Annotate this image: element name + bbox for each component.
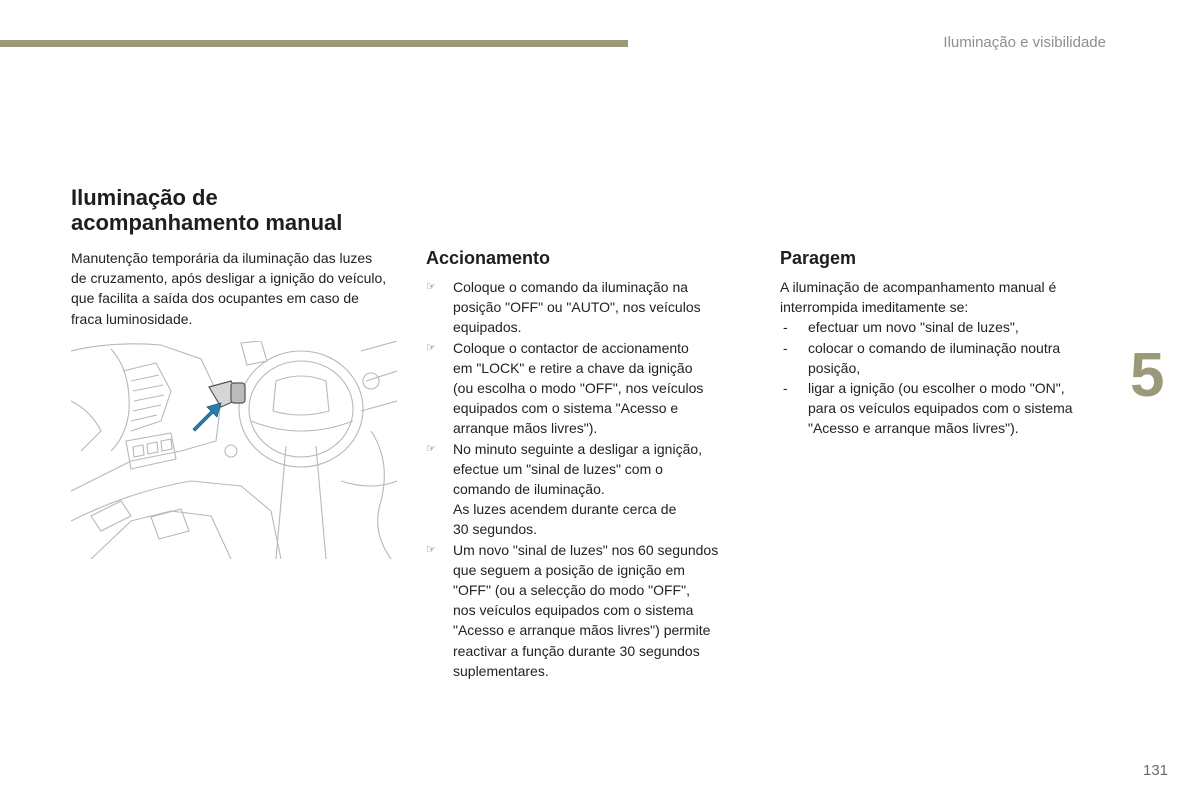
pointing-hand-icon: ☞ xyxy=(426,341,436,354)
stop-section xyxy=(780,277,1120,439)
page-title-line2: acompanhamento manual xyxy=(71,210,343,235)
section-title: Iluminação e visibilidade xyxy=(943,34,1106,51)
stop-item: - efectuar um novo "sinal de luzes", xyxy=(783,319,1019,336)
activation-item: ☞ No minuto seguinte a desligar a ignição, efectue um "sinal de luzes" com o comando de iluminação. As luzes acendem durante cerca de 30 segundos. xyxy=(426,440,703,538)
stop-item: - ligar a ignição (ou escolher o modo "ON", para os veículos equipados com o sistema "Acesso e arranque mãos livres"). xyxy=(783,380,1073,437)
stop-heading: Paragem xyxy=(780,248,857,268)
pointing-hand-icon: ☞ xyxy=(426,543,436,556)
stop-item: - colocar o comando de iluminação noutra posição, xyxy=(783,339,1061,376)
page-title-line1: Iluminação de xyxy=(71,185,218,210)
activation-heading: Accionamento xyxy=(426,248,551,268)
page-title xyxy=(71,185,401,235)
intro-paragraph: Manutenção temporária da iluminação das luzes de cruzamento, após desligar a ignição do veículo, que facilita a saída dos ocupantes em caso de fraca luminosidade. xyxy=(71,250,387,327)
stop-intro-line1: A iluminação de acompanhamento manual é xyxy=(780,279,1057,295)
stop-intro-line2: interrompida imeditamente se: xyxy=(780,299,969,316)
activation-item: ☞ Coloque o comando da iluminação na posição "OFF" ou "AUTO", nos veículos equipados. xyxy=(426,279,701,336)
activation-item: ☞ Um novo "sinal de luzes" nos 60 segundos que seguem a posição de ignição em "OFF" (ou a selecção do modo "OFF", nos veículos equipados com o sistema "Acesso e arranque mãos livres") permite reactivar a função durante 30 segundos suplementares. xyxy=(426,541,719,679)
activation-list xyxy=(426,277,766,681)
header-rule xyxy=(0,40,628,47)
dashboard-illustration xyxy=(71,341,397,559)
pointing-hand-icon: ☞ xyxy=(426,281,436,293)
activation-item: ☞ Coloque o contactor de accionamento em "LOCK" e retire a chave da ignição (ou escolha o modo "OFF", nos veículos equipados com o sistema "Acesso e arranque mãos livres"). xyxy=(426,339,704,437)
page-number: 131 xyxy=(1143,762,1169,779)
pointing-hand-icon: ☞ xyxy=(426,442,436,455)
chapter-number: 5 xyxy=(1130,341,1165,410)
